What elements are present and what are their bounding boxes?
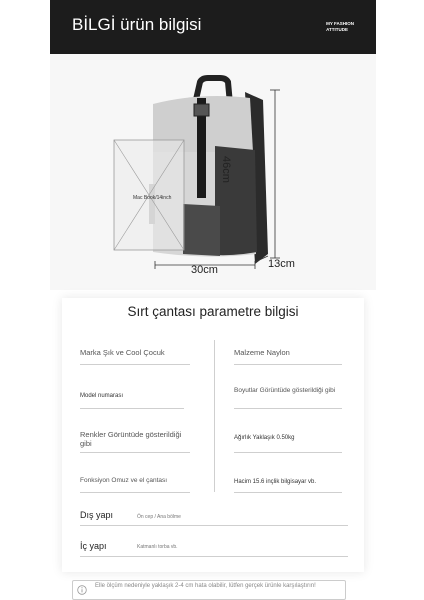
brand-line-2: ATTITUDE <box>326 27 348 32</box>
brand-line-1: MY FASHION <box>326 21 354 26</box>
param-material: Malzeme Naylon <box>234 348 342 365</box>
buckle <box>194 104 209 116</box>
lower-panel <box>183 204 220 256</box>
param-function: Fonksiyon Omuz ve el çantası <box>80 476 190 493</box>
outer-structure-divider <box>80 525 348 526</box>
info-icon <box>77 585 87 595</box>
width-label: 30cm <box>191 264 218 276</box>
outer-structure-label: Dış yapı <box>80 510 114 520</box>
inner-structure-divider <box>80 556 348 557</box>
product-image <box>50 54 376 290</box>
inner-structure-label: İç yapı <box>80 541 107 551</box>
header-banner <box>50 0 376 54</box>
param-size: Boyutlar Görüntüde gösterildiği gibi <box>234 386 342 409</box>
column-divider <box>214 340 215 492</box>
measurement-note-text: Elle ölçüm nedeniyle yaklaşık 2-4 cm hata olabilir, lütfen gerçek ürünle karşılaştırın! <box>95 583 316 589</box>
param-model: Model numarası <box>80 392 184 409</box>
param-weight: Ağırlık Yaklaşık 0.50kg <box>234 434 342 453</box>
brand-tagline <box>326 21 354 33</box>
laptop-label: Mac Book/14inch <box>133 195 172 201</box>
param-capacity: Hacim 15.6 inçlik bilgisayar vb. <box>234 478 342 493</box>
param-colors: Renkler Görüntüde gösterildiği gibi <box>80 430 190 453</box>
backpack-illustration <box>50 54 376 290</box>
page-title: BİLGİ ürün bilgisi <box>72 15 202 34</box>
measurement-note <box>72 580 346 600</box>
parameter-card <box>62 298 364 572</box>
depth-label: 13cm <box>268 258 295 270</box>
height-label: 46cm <box>220 156 232 183</box>
parameter-heading: Sırt çantası parametre bilgisi <box>127 304 299 319</box>
inner-structure-value: Katmanlı torba vb. <box>137 544 178 550</box>
outer-structure-value: Ön cep / Ana bölme <box>137 514 181 520</box>
param-brand: Marka Şık ve Cool Çocuk <box>80 348 190 365</box>
